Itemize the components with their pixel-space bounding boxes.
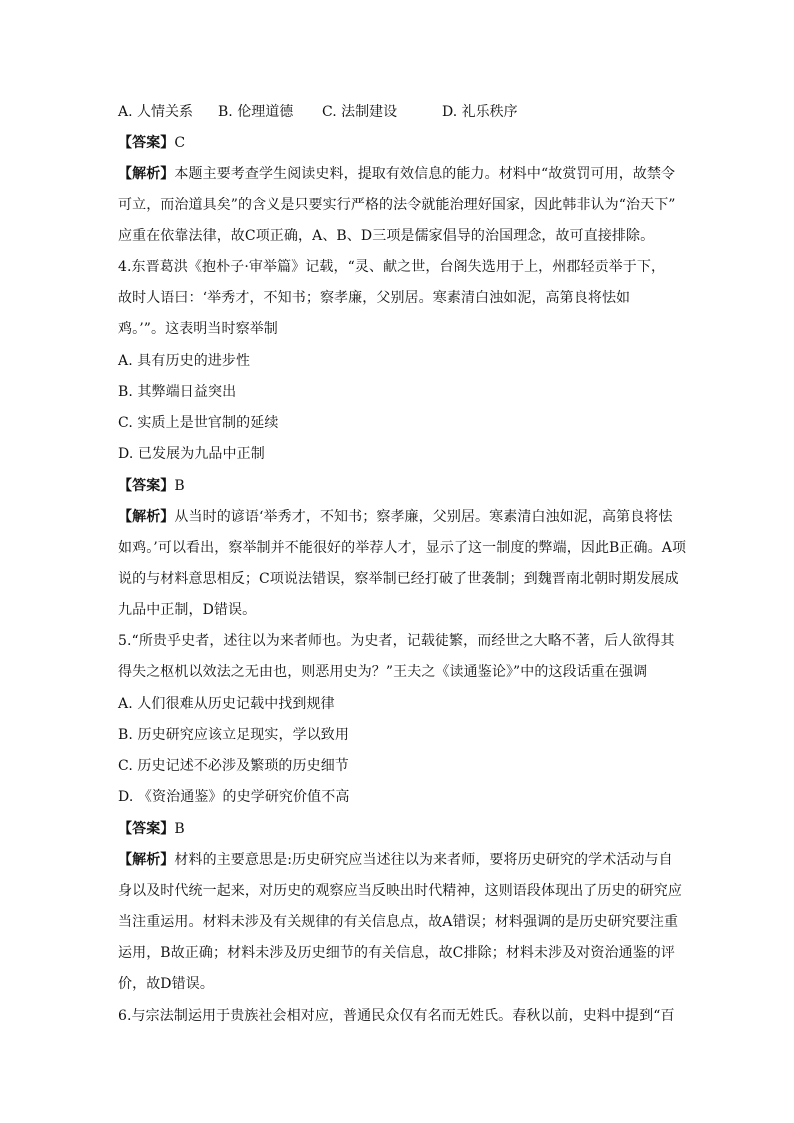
q5-analysis-line-5: 价，故D错误。	[118, 976, 214, 992]
q4-stem-line-3: 鸡。’”。这表明当时察举制	[118, 321, 278, 337]
q4-analysis-text-1: 从当时的谚语‘举秀才，不知书；察孝廉，父别居。寒素清白浊如泥，高第良将怯	[174, 509, 673, 525]
q4-answer-value: B	[174, 478, 185, 494]
q3-answer	[118, 133, 678, 153]
q5-answer-value: B	[174, 821, 185, 837]
q4-option-c: C. 实质上是世官制的延续	[118, 415, 279, 431]
q4-analysis-line-2: 如鸡。’可以看出，察举制并不能很好的举荐人才，显示了这一制度的弊端，因此B正确。A项	[118, 540, 687, 556]
q4-option-d: D. 已发展为九品中正制	[118, 446, 265, 462]
q4-option-a: A. 具有历史的进步性	[118, 353, 251, 369]
q5-option-a: A. 人们很难从历史记载中找到规律	[118, 696, 335, 712]
q5-analysis-line-2: 身以及时代统一起来，对历史的观察应当反映出时代精神，这则语段体现出了历史的研究应	[118, 883, 682, 899]
q4-analysis-line-1	[118, 507, 678, 527]
q4-answer-tag: 【答案】	[118, 478, 175, 494]
q4-answer	[118, 476, 678, 496]
q3-option-c: C. 法制建设	[322, 104, 398, 120]
q3-answer-tag: 【答案】	[118, 135, 175, 151]
q5-analysis-text-1: 材料的主要意思是:历史研究应当述往以为来者师，要将历史研究的学术活动与自	[174, 852, 673, 868]
q3-analysis-tag: 【解析】	[118, 166, 175, 182]
q5-analysis-line-3: 当注重运用。材料未涉及有关规律的有关信息点，故A错误；材料强调的是历史研究要注重	[118, 914, 679, 930]
q4-analysis-tag: 【解析】	[118, 509, 175, 525]
q5-analysis-line-4: 运用，B故正确；材料未涉及历史细节的有关信息，故C排除；材料未涉及对资治通鉴的评	[118, 945, 675, 961]
q5-stem-line-2: 得失之枢机以效法之无由也，则恶用史为？”王夫之《读通鉴论》”中的这段话重在强调	[118, 664, 648, 680]
q3-analysis-line-1	[118, 164, 678, 184]
q5-analysis-line-1	[118, 850, 678, 870]
q5-analysis-tag: 【解析】	[118, 852, 175, 868]
q3-analysis-line-2: 可立，而治道具矣”的含义是只要实行严格的法令就能治理好国家，因此韩非认为“治天下”	[118, 197, 676, 213]
q3-option-d: D. 礼乐秩序	[442, 104, 518, 120]
q3-analysis-line-3: 应重在依靠法律，故C项正确，A、B、D三项是儒家倡导的治国理念，故可直接排除。	[118, 228, 655, 244]
q3-answer-value: C	[174, 135, 186, 151]
q4-analysis-line-3: 说的与材料意思相反；C项说法错误，察举制已经打破了世袭制；到魏晋南北朝时期发展成	[118, 571, 679, 587]
q5-answer-tag: 【答案】	[118, 821, 175, 837]
q4-stem-line-2: 故时人语曰：‘举秀才，不知书；察孝廉，父别居。寒素清白浊如泥，高第良将怯如	[118, 290, 631, 306]
q3-analysis-text-1: 本题主要考查学生阅读史料，提取有效信息的能力。材料中“故赏罚可用，故禁令	[174, 166, 676, 182]
q5-answer	[118, 819, 678, 839]
q4-option-b: B. 其弊端日益突出	[118, 384, 237, 400]
q5-stem-line-1: 5.“所贵乎史者，述往以为来者师也。为史者，记载徒繁，而经世之大略不著，后人欲得其	[118, 633, 675, 649]
q5-option-b: B. 历史研究应该立足现实，学以致用	[118, 727, 349, 743]
q5-option-d: D. 《资治通鉴》的史学研究价值不高	[118, 789, 350, 805]
q5-option-c: C. 历史记述不必涉及繁琐的历史细节	[118, 758, 349, 774]
q4-analysis-line-4: 九品中正制，D错误。	[118, 602, 257, 618]
q3-option-a: A. 人情关系	[118, 104, 194, 120]
q3-option-b: B. 伦理道德	[218, 104, 294, 120]
q6-stem-line-1: 6.与宗法制运用于贵族社会相对应，普通民众仅有名而无姓氏。春秋以前，史料中提到“百	[118, 1008, 675, 1024]
q4-stem-line-1: 4.东晋葛洪《抱朴子·审举篇》记载，“灵、献之世，台阁失选用于上，州郡轻贡举于下，	[118, 259, 666, 275]
